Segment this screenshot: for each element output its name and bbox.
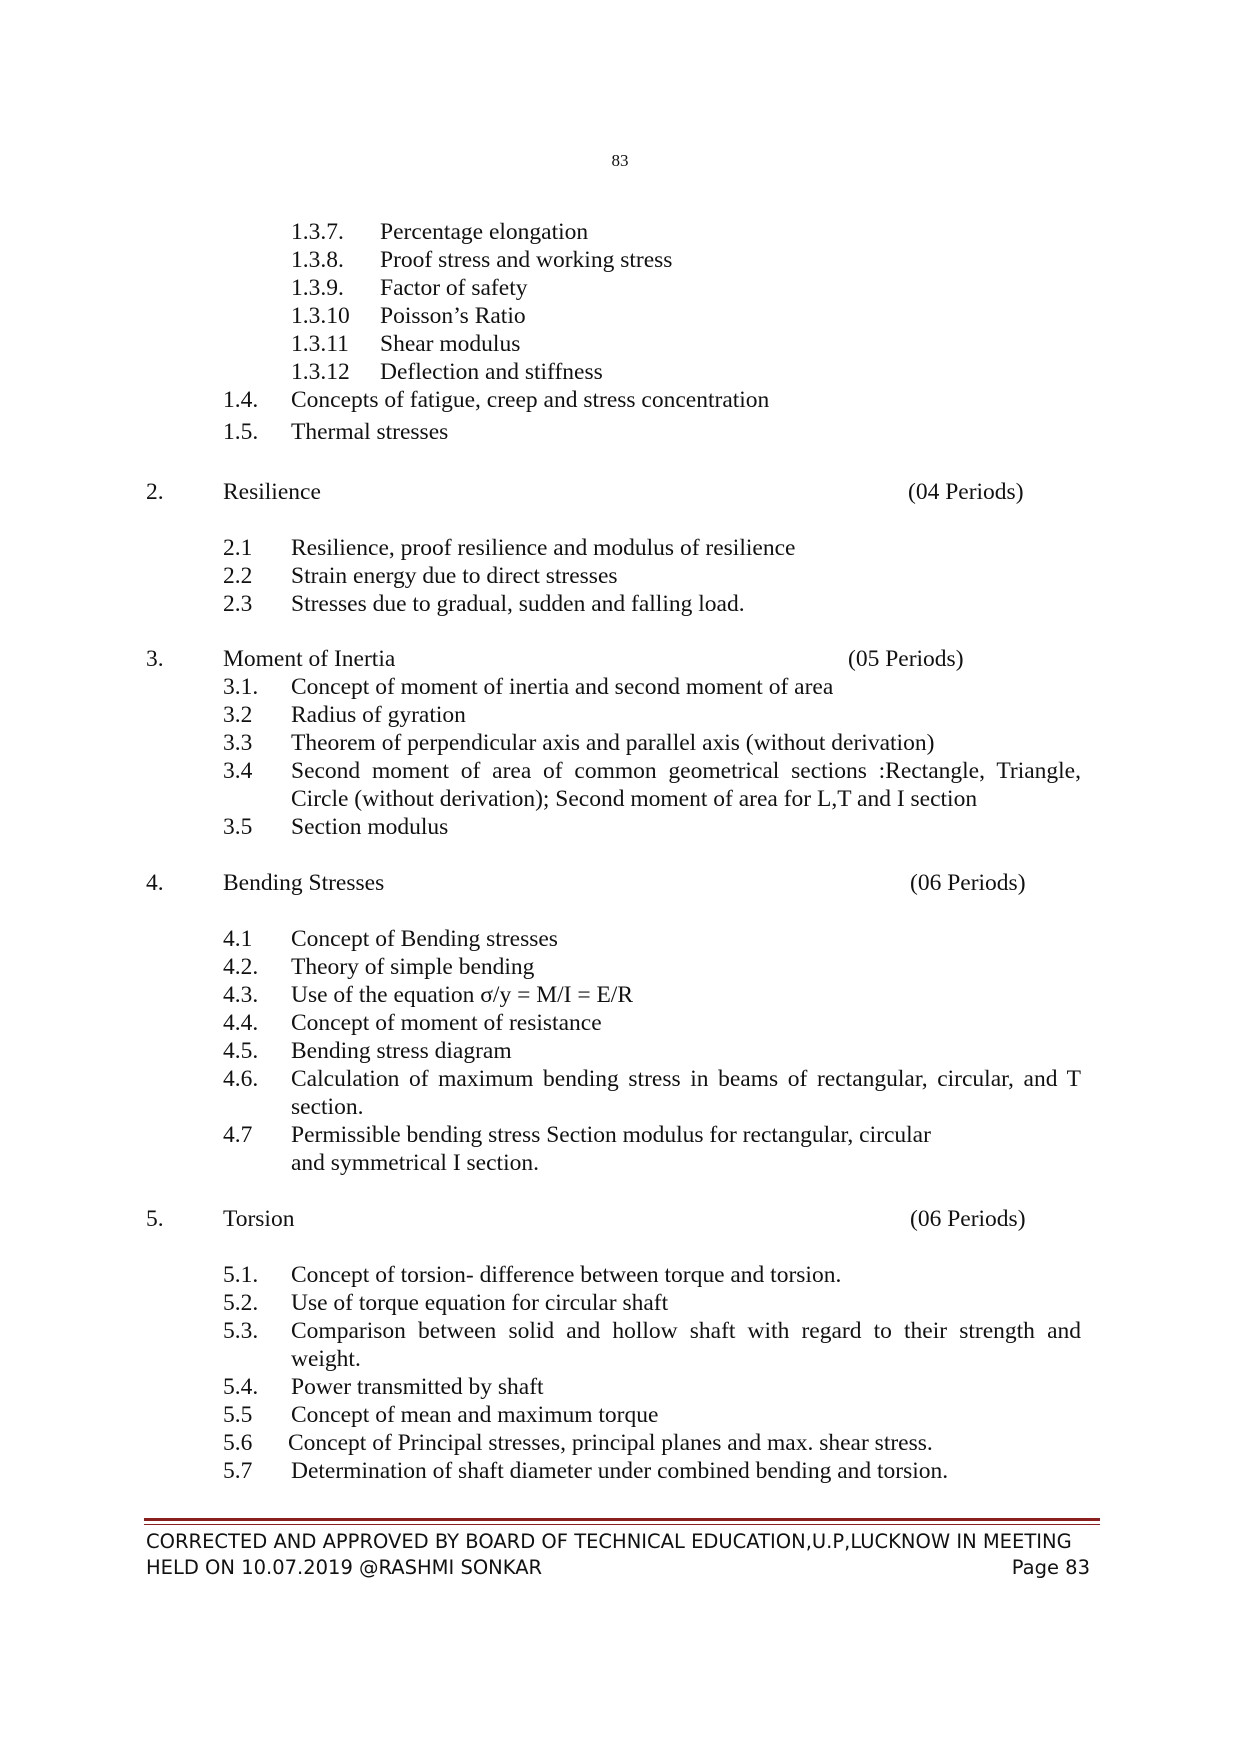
- item-text: Concept of Bending stresses: [291, 926, 558, 952]
- item-number: 3.3: [223, 730, 253, 756]
- item-text-line2: and symmetrical I section.: [291, 1150, 539, 1176]
- section-number: 2.: [146, 479, 164, 505]
- item-text: Concept of mean and maximum torque: [291, 1402, 659, 1428]
- item-number: 1.3.9.: [291, 275, 344, 301]
- item-number: 2.2: [223, 563, 253, 589]
- item-text: Radius of gyration: [291, 702, 466, 728]
- item-text: Use of torque equation for circular shaft: [291, 1290, 669, 1316]
- item-number: 3.5: [223, 814, 253, 840]
- item-number: 5.7: [223, 1458, 253, 1484]
- item-number: 4.4.: [223, 1010, 259, 1036]
- item-number: 2.1: [223, 535, 253, 561]
- item-number: 5.4.: [223, 1374, 259, 1400]
- item-number: 3.1.: [223, 674, 259, 700]
- item-number: 1.3.12: [291, 359, 350, 385]
- footer-page-label: Page 83: [1011, 1556, 1090, 1579]
- item-number: 5.3.: [223, 1318, 259, 1344]
- item-text: Concept of moment of resistance: [291, 1010, 602, 1036]
- item-text: Concepts of fatigue, creep and stress concentration: [291, 387, 770, 413]
- item-number: 1.3.11: [291, 331, 349, 357]
- item-text: Shear modulus: [380, 331, 521, 357]
- item-text: Deflection and stiffness: [380, 359, 603, 385]
- item-text: Factor of safety: [380, 275, 528, 301]
- item-text: Comparison between solid and hollow shaft with regard to their strength and weight.: [291, 1318, 1081, 1372]
- item-text: Proof stress and working stress: [380, 247, 673, 273]
- section-title: Resilience: [223, 479, 321, 505]
- footer-rule-thick: [144, 1518, 1100, 1521]
- item-number: 5.6: [223, 1430, 253, 1456]
- item-text: Percentage elongation: [380, 219, 589, 245]
- section-periods: (06 Periods): [910, 1206, 1026, 1232]
- section-title: Bending Stresses: [223, 870, 385, 896]
- item-text: Section modulus: [291, 814, 449, 840]
- item-text: Resilience, proof resilience and modulus of resilience: [291, 535, 796, 561]
- item-text: Determination of shaft diameter under combined bending and torsion.: [291, 1458, 949, 1484]
- footer-rule-thin: [144, 1524, 1100, 1525]
- section-title: Moment of Inertia: [223, 646, 396, 672]
- item-number: 5.5: [223, 1402, 253, 1428]
- item-text: Use of the equation σ/y = M/I = E/R: [291, 982, 634, 1008]
- item-text: Concept of moment of inertia and second moment of area: [291, 674, 834, 700]
- item-text: Strain energy due to direct stresses: [291, 563, 618, 589]
- section-periods: (04 Periods): [908, 479, 1024, 505]
- item-text: Concept of Principal stresses, principal planes and max. shear stress.: [288, 1430, 933, 1456]
- item-number: 4.5.: [223, 1038, 259, 1064]
- item-text: Thermal stresses: [291, 419, 449, 445]
- item-number: 5.2.: [223, 1290, 259, 1316]
- item-number: 2.3: [223, 591, 253, 617]
- item-number: 4.6.: [223, 1066, 259, 1092]
- footer-line-2: HELD ON 10.07.2019 @RASHMI SONKAR: [146, 1556, 543, 1579]
- item-number: 1.5.: [223, 419, 259, 445]
- item-text: Stresses due to gradual, sudden and falling load.: [291, 591, 745, 617]
- item-number: 3.4: [223, 758, 253, 784]
- section-number: 5.: [146, 1206, 164, 1232]
- item-number: 1.3.7.: [291, 219, 344, 245]
- item-number: 1.3.10: [291, 303, 350, 329]
- item-number: 4.1: [223, 926, 253, 952]
- footer-line-1: CORRECTED AND APPROVED BY BOARD OF TECHNICAL EDUCATION,U.P,LUCKNOW IN MEETING: [146, 1530, 1072, 1553]
- section-title: Torsion: [223, 1206, 295, 1232]
- page-number: 83: [611, 151, 629, 170]
- section-periods: (05 Periods): [848, 646, 964, 672]
- item-number: 4.3.: [223, 982, 259, 1008]
- item-text: Theorem of perpendicular axis and parallel axis (without derivation): [291, 730, 935, 756]
- item-text: Theory of simple bending: [291, 954, 535, 980]
- item-number: 5.1.: [223, 1262, 259, 1288]
- item-text: Calculation of maximum bending stress in beams of rectangular, circular, and T section.: [291, 1066, 1081, 1120]
- section-number: 4.: [146, 870, 164, 896]
- item-number: 3.2: [223, 702, 253, 728]
- item-number: 1.3.8.: [291, 247, 344, 273]
- item-number: 4.2.: [223, 954, 259, 980]
- item-text: Concept of torsion- difference between torque and torsion.: [291, 1262, 842, 1288]
- item-text-line1: Permissible bending stress Section modulus for rectangular, circular: [291, 1122, 931, 1148]
- item-text: Bending stress diagram: [291, 1038, 512, 1064]
- section-periods: (06 Periods): [910, 870, 1026, 896]
- item-text: Second moment of area of common geometrical sections :Rectangle, Triangle, Circle (without derivation); Second moment of area for L,T and I section: [291, 758, 1081, 812]
- item-text: Power transmitted by shaft: [291, 1374, 544, 1400]
- item-text: Poisson’s Ratio: [380, 303, 526, 329]
- section-number: 3.: [146, 646, 164, 672]
- item-number: 1.4.: [223, 387, 259, 413]
- item-number: 4.7: [223, 1122, 253, 1148]
